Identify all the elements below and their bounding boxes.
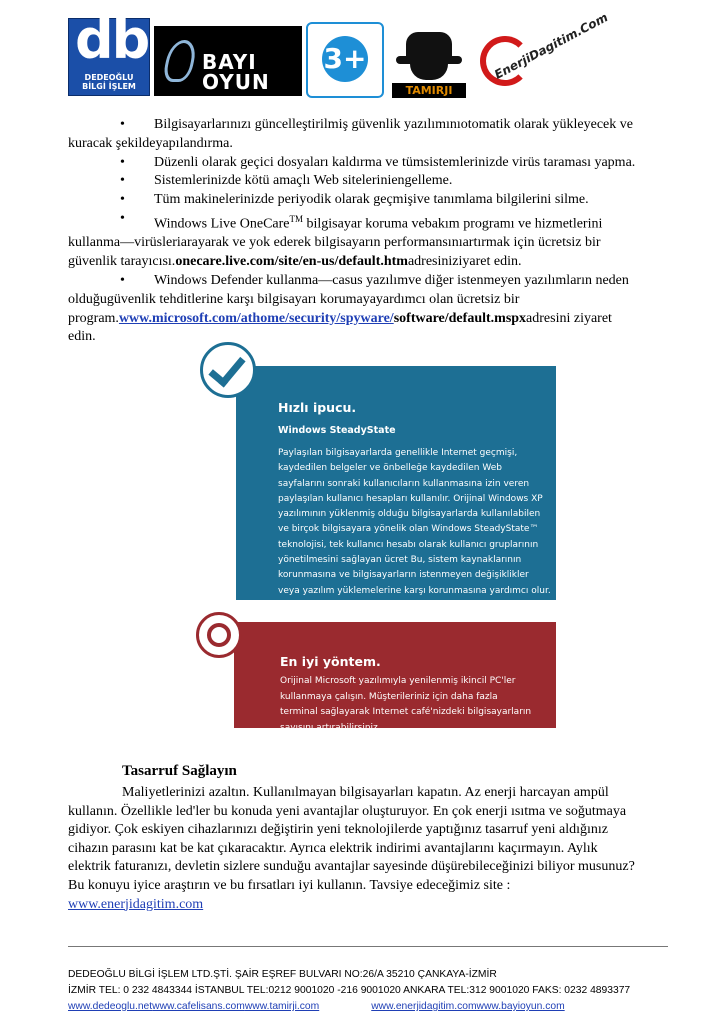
- quick-tip-box: [200, 342, 556, 600]
- enerjidagitim-link[interactable]: www.enerjidagitim.com: [68, 896, 204, 912]
- bullet-icon: •: [120, 154, 125, 170]
- list-item: [68, 154, 668, 173]
- enerjidagitim-logo: [474, 10, 611, 98]
- quick-tip-line: teknolojisi, tek kullanıcı hesabı olarak kullanıcı gruplarının: [278, 539, 539, 550]
- bullet-continuation: [68, 253, 668, 272]
- footer-divider: [68, 946, 668, 947]
- footer-address: DEDEOĞLU BİLGİ İŞLEM LTD.ŞTİ. ŞAİR EŞREF BULVARI NO:26/A 35210 ÇANKAYA-İZMİR: [68, 969, 497, 980]
- bullet-text: bilgisayar koruma vebakım programı ve hizmetlerini: [303, 216, 603, 232]
- bayioyun-logo-text: BAYI OYUN: [202, 50, 270, 94]
- footer-link-tamirji[interactable]: www.tamirji.com: [244, 1001, 320, 1012]
- quick-tip-line: kaydedilen belgeler ve önbelleğe kaydedilen Web: [278, 463, 502, 474]
- cafelisans-logo: [306, 22, 384, 98]
- bullet-text: Windows Live OneCare: [154, 216, 290, 232]
- section-heading: Tasarruf Sağlayın: [122, 763, 237, 779]
- section-body: [68, 784, 672, 914]
- bullet-text: program.: [68, 310, 119, 326]
- quick-tip-line: korunmasına ve bilgisayarların istenmeyen değişiklikler: [278, 570, 529, 581]
- trademark-sup: TM: [289, 213, 304, 224]
- bullet-icon: •: [120, 192, 125, 208]
- best-practice-panel: [234, 622, 556, 733]
- spy-face-icon: [410, 64, 448, 80]
- three-plus-icon: 3+: [322, 36, 368, 82]
- microsoft-spyware-link[interactable]: www.microsoft.com/athome/security/spyware/: [118, 310, 394, 326]
- section-line: Maliyetlerinizi azaltın. Kullanılmayan bilgisayarları kapatın. Az enerji harcayan ampül: [122, 785, 609, 800]
- quick-tip-title: Hızlı ipucu.: [278, 400, 357, 415]
- bayioyun-emblem-icon: [162, 40, 199, 82]
- bullet-text: Windows Defender kullanma—casus yazılımve diğer istenmeyen yazılımların neden: [154, 273, 629, 289]
- bullet-icon: •: [120, 210, 125, 226]
- footer-links: [68, 999, 688, 1015]
- footer-phones: İZMİR TEL: 0 232 4843344 İSTANBUL TEL:0212 9001020 -216 9001020 ANKARA TEL:312 9001020 FAKS: 0232 4893377: [68, 985, 631, 996]
- quick-tip-line: yönetilmesini sağlayan ücret Bu, sistem kaynaklarının: [278, 555, 522, 566]
- dedeoglu-logo-mark: db: [75, 8, 149, 71]
- section-line: elektrik faturanızı, devletin sizlere sunduğu avantajlar sayesinde düşürebileceğinizi biliyor musunuz?: [68, 859, 635, 875]
- enerjidagitim-logo-text: EnerjiDagitim.Com: [492, 10, 611, 82]
- mspx-url: software/default.mspx: [393, 310, 527, 326]
- bullet-text: Bilgisayarlarınızı güncelleştirilmiş güvenlik yazılımınıotomatik olarak yükleyecek ve: [154, 117, 633, 132]
- checkmark-icon: [200, 342, 256, 398]
- quick-tip-line: Paylaşılan bilgisayarlarda genellikle Internet geçmişi,: [278, 448, 518, 458]
- list-item: [68, 210, 668, 234]
- quick-tip-line: yazılımının yüklenmiş olduğu bilgisayarlarda kullanılabilen: [278, 509, 541, 520]
- section-line: gidiyor. Çok eskiyen cihazlarınızı değiştirin yeni teknolojilerde yaptığınız tasarruf yeni aldığınız: [68, 822, 609, 838]
- bullet-text: Sistemlerinizde kötü amaçlı Web siteleriniengelleme.: [154, 173, 453, 189]
- security-bullet-list: [68, 116, 668, 347]
- bayioyun-logo: [154, 26, 302, 96]
- best-practice-line: terminal sağlayarak Internet café'nizdeki bilgisayarların: [280, 707, 532, 717]
- bullet-continuation: olduğugüvenlik tehditlerine karşı bilgisayarı korumayayardımcı olan ücretsiz bir: [68, 291, 520, 307]
- quick-tip-body: [278, 446, 586, 599]
- quick-tip-line: sayfalarını sonraki kullanıcıların kullanmasına izin veren: [278, 478, 530, 489]
- bullet-text: Düzenli olarak geçici dosyaları kaldırma ve tümsistemlerinizde virüs taraması yapma.: [154, 154, 636, 170]
- footer-link-cafelisans[interactable]: www.cafelisans.com: [152, 1001, 245, 1012]
- bullet-icon: •: [120, 273, 125, 289]
- bullet-icon: •: [120, 173, 125, 189]
- bullet-text: adresini ziyaret: [526, 310, 612, 326]
- best-practice-box: [196, 612, 556, 733]
- quick-tip-subtitle: Windows SteadyState: [278, 425, 396, 436]
- bullet-continuation: kuracak şekildeyapılandırma.: [68, 135, 233, 151]
- bullet-continuation: edin.: [68, 329, 96, 345]
- best-practice-line: kullanmaya çalışın. Müşterileriniz için daha fazla: [280, 691, 498, 702]
- award-medal-icon: [196, 612, 242, 658]
- best-practice-body: [280, 674, 550, 736]
- bullet-continuation: [68, 310, 668, 329]
- best-practice-line: Orijinal Microsoft yazılımıyla yenilenmiş ikincil PC'ler: [280, 676, 516, 686]
- section-line: kullanın. Özellikle led'ler bu konuda yeni avantajlar oluşturuyor. En çok enerji ısıtma ve soğutmaya: [68, 803, 627, 819]
- list-item: [68, 272, 668, 291]
- bullet-icon: •: [120, 117, 125, 132]
- dedeoglu-logo: [68, 8, 150, 96]
- onecare-url: onecare.live.com/site/en-us/default.htm: [175, 254, 408, 270]
- quick-tip-line: ve birçok bilgisayara yönelik olan Windows SteadyState™: [278, 524, 539, 535]
- spy-hat-brim: [396, 56, 462, 64]
- bullet-text: Tüm makinelerinizde periyodik olarak geçmişive tanımlama bilgilerini silme.: [154, 192, 589, 208]
- quick-tip-panel: [236, 366, 556, 600]
- footer-link-bayioyun[interactable]: www.bayioyun.com: [476, 1001, 565, 1012]
- section-line: Bu konuyu iyice araştırın ve bu fırsatları iyi kullanın. Tavsiye edeceğimiz site :: [68, 877, 511, 893]
- quick-tip-line: veya yazılım yüklemelerine karşı korunmasına yardımcı olur.: [278, 585, 551, 596]
- best-practice-line: sayısını artırabilirsiniz.: [280, 722, 381, 733]
- list-item: [68, 191, 668, 210]
- list-item: [68, 116, 668, 135]
- best-practice-title: En iyi yöntem.: [280, 654, 381, 669]
- section-line: cihazın parasını kat be kat çıkaracaktır. Ayrıca elektrik indirimi avantajlarını kaçırmayın. Aylık: [68, 840, 598, 856]
- bullet-text: adresiniziyaret edin.: [407, 254, 522, 270]
- list-item: [68, 172, 668, 191]
- footer-link-dedeoglu[interactable]: www.dedeoglu.net: [68, 1001, 153, 1012]
- footer-link-enerjidagitim[interactable]: www.enerjidagitim.com: [371, 1001, 477, 1012]
- tamirji-logo-text: TAMIRJI: [392, 83, 466, 98]
- bullet-text: güvenlik tarayıcısı.: [68, 254, 176, 270]
- quick-tip-line: paylaşılan kullanıcı hesapları kullanılır. Orijinal Windows XP: [278, 493, 543, 504]
- bullet-continuation: kullanma—virüsleriarayarak ve yok ederek bilgisayarın performansınıartırmak için ücretsiz bir: [68, 235, 601, 251]
- header-logos: [68, 8, 611, 98]
- dedeoglu-logo-subtitle: DEDEOĞLU BİLGİ İŞLEM: [82, 72, 136, 92]
- tamirji-logo: [388, 24, 470, 98]
- footer: [68, 967, 688, 1015]
